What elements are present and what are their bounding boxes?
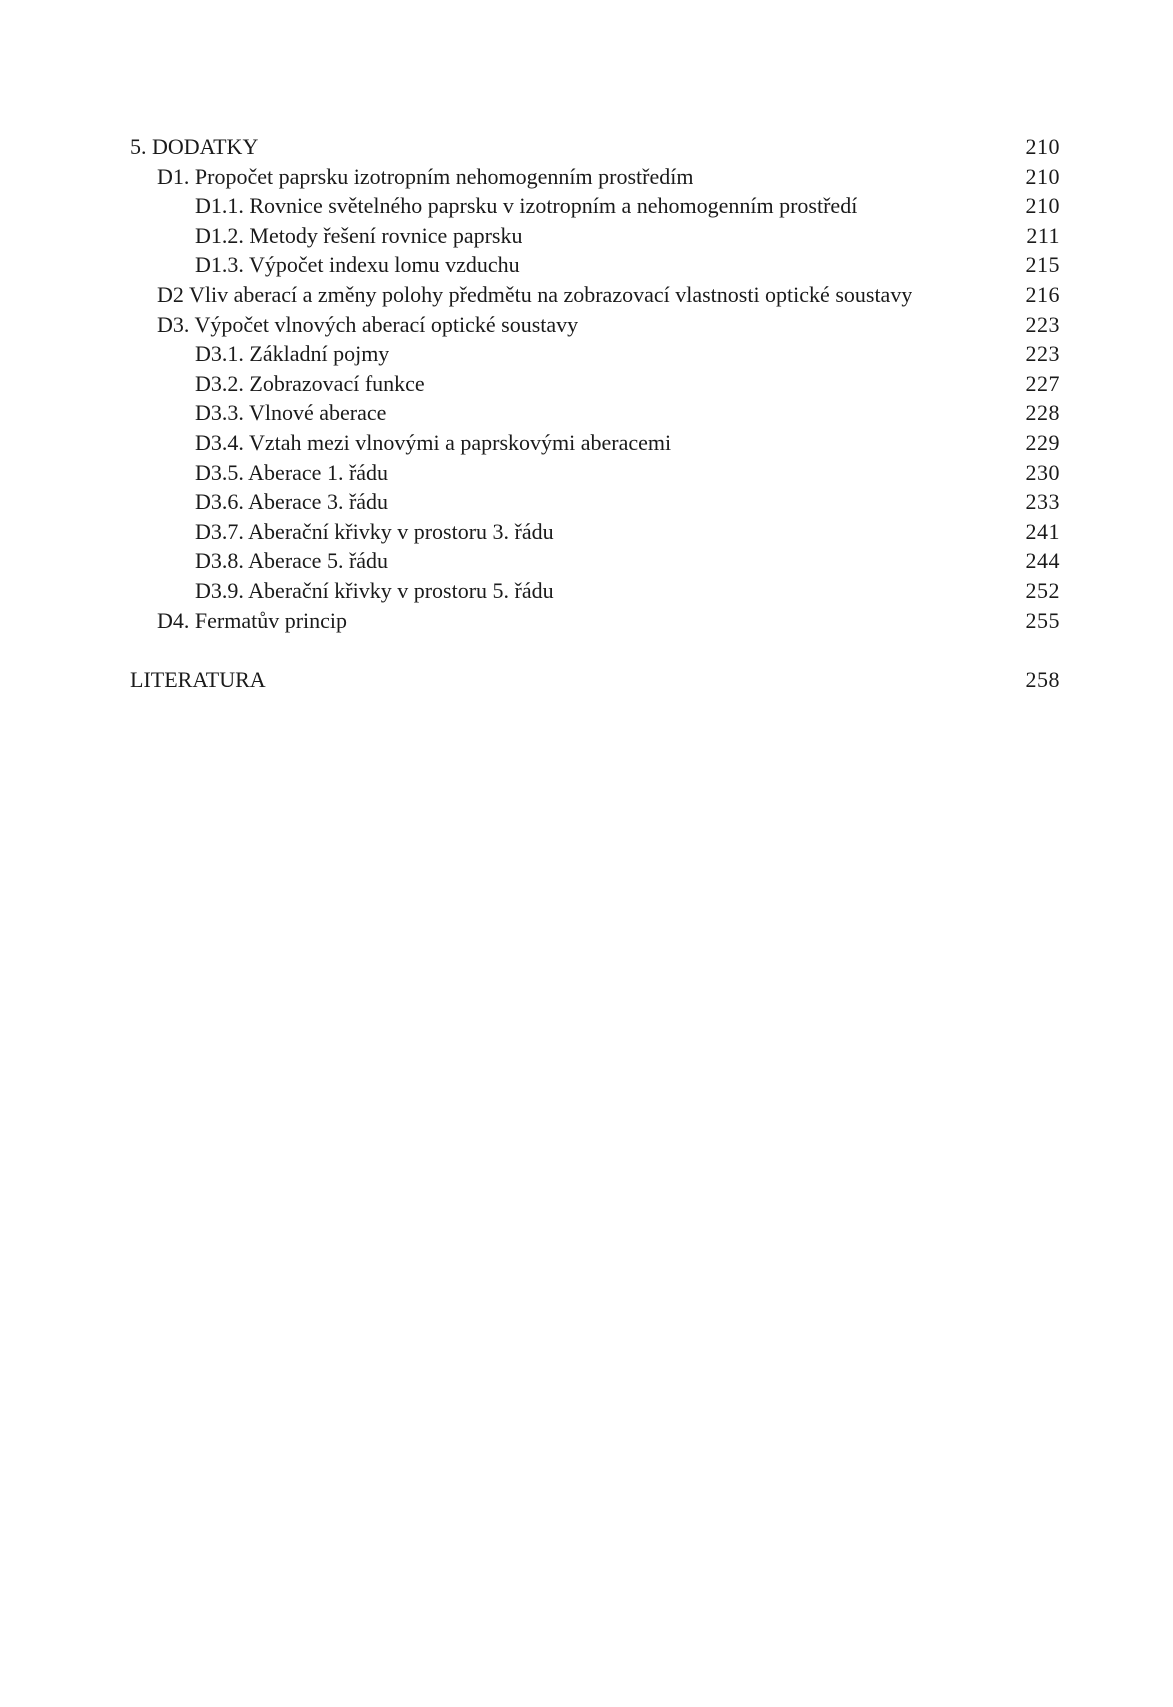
- toc-entry-title: D3.8. Aberace 5. řádu: [195, 548, 389, 574]
- toc-entry-d3-4[interactable]: [130, 428, 1060, 458]
- toc-entry-title: D3.1. Základní pojmy: [195, 341, 390, 367]
- section-spacer: [130, 635, 1060, 665]
- toc-entry-title: D3. Výpočet vlnových aberací optické soustavy: [157, 311, 579, 337]
- toc-entry-d4[interactable]: [130, 606, 1060, 636]
- table-of-contents: [130, 132, 1060, 695]
- toc-entry-d3-9[interactable]: [130, 576, 1060, 606]
- toc-entry-d1-3[interactable]: [130, 250, 1060, 280]
- toc-entry-page: 210: [1025, 134, 1060, 159]
- toc-entry-page: 233: [1025, 489, 1060, 515]
- toc-entry-page: 244: [1025, 548, 1060, 574]
- toc-entry-literatura[interactable]: [130, 665, 1060, 695]
- toc-entry-d3-6[interactable]: [130, 487, 1060, 517]
- toc-entry-d1-2[interactable]: [130, 221, 1060, 251]
- toc-entry-title: D3.7. Aberační křivky v prostoru 3. řádu: [195, 518, 554, 544]
- toc-entry-page: 210: [1025, 163, 1060, 189]
- toc-entry-page: 255: [1025, 607, 1060, 633]
- toc-entry-title: D3.5. Aberace 1. řádu: [195, 459, 389, 485]
- toc-entry-page: 230: [1025, 459, 1060, 485]
- toc-entry-title: D1.2. Metody řešení rovnice paprsku: [195, 222, 523, 248]
- toc-entry-d1-1[interactable]: [130, 191, 1060, 221]
- toc-entry-title: D3.4. Vztah mezi vlnovými a paprskovými aberacemi: [195, 429, 672, 455]
- toc-entry-title: LITERATURA: [130, 667, 266, 693]
- toc-entry-page: 210: [1025, 193, 1060, 219]
- toc-entry-page: 215: [1025, 252, 1060, 278]
- toc-entry-d3-7[interactable]: [130, 517, 1060, 547]
- toc-entry-title: D1.1. Rovnice světelného paprsku v izotropním a nehomogenním prostředí: [195, 193, 858, 219]
- toc-entry-page: 211: [1026, 222, 1060, 248]
- toc-entry-page: 241: [1025, 518, 1060, 544]
- toc-entry-page: 216: [1025, 281, 1060, 307]
- toc-entry-page: 227: [1025, 370, 1060, 396]
- toc-entry-title: D3.2. Zobrazovací funkce: [195, 370, 425, 396]
- toc-entry-d1[interactable]: [130, 162, 1060, 192]
- toc-entry-title: D3.3. Vlnové aberace: [195, 400, 387, 426]
- toc-entry-title: D4. Fermatův princip: [157, 607, 348, 633]
- toc-entry-d3-2[interactable]: [130, 369, 1060, 399]
- toc-entry-title: D3.9. Aberační křivky v prostoru 5. řádu: [195, 577, 554, 603]
- toc-entry-page: 252: [1025, 577, 1060, 603]
- toc-entry-d3[interactable]: [130, 310, 1060, 340]
- toc-entry-d2[interactable]: [130, 280, 1060, 310]
- toc-entry-d3-1[interactable]: [130, 339, 1060, 369]
- toc-entry-title: D3.6. Aberace 3. řádu: [195, 489, 389, 515]
- toc-entry-page: 229: [1025, 429, 1060, 455]
- toc-entry-title: 5. DODATKY: [130, 134, 259, 159]
- toc-entry-page: 258: [1025, 667, 1060, 693]
- toc-entry-title: D2 Vliv aberací a změny polohy předmětu na zobrazovací vlastnosti optické soustavy: [157, 281, 913, 307]
- toc-entry-title: D1. Propočet paprsku izotropním nehomogenním prostředím: [157, 163, 694, 189]
- toc-entry-page: 223: [1025, 311, 1060, 337]
- toc-entry-title: D1.3. Výpočet indexu lomu vzduchu: [195, 252, 520, 278]
- toc-entry-d3-5[interactable]: [130, 458, 1060, 488]
- toc-entry-d3-3[interactable]: [130, 398, 1060, 428]
- toc-chapter-dodatky[interactable]: [130, 132, 1060, 162]
- toc-entry-page: 228: [1025, 400, 1060, 426]
- toc-entry-d3-8[interactable]: [130, 546, 1060, 576]
- toc-entry-page: 223: [1025, 341, 1060, 367]
